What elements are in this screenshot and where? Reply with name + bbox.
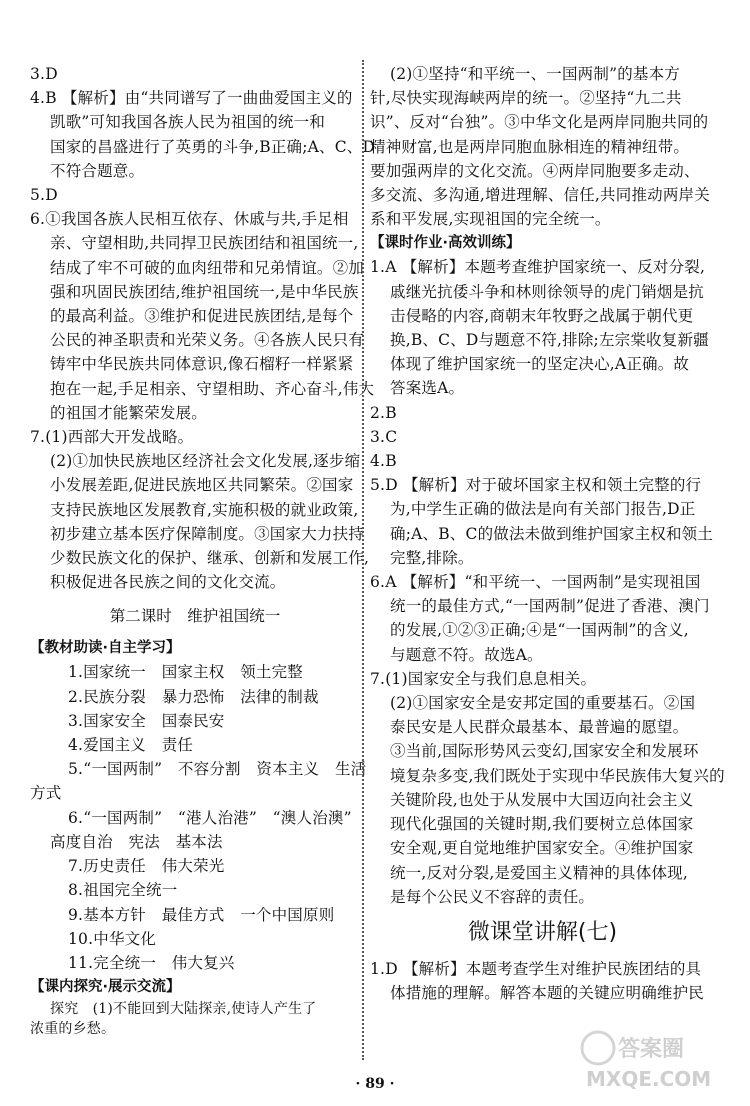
- homework-answers: [370, 255, 725, 908]
- exploration-text: [30, 999, 360, 1039]
- text-line: 10.中华文化: [68, 929, 157, 948]
- text-line: 铸牢中华民族共同体意识,像石榴籽一样紧紧: [50, 355, 354, 374]
- text-line: 探究 (1)不能回到大陆探亲,使诗人产生了: [50, 1001, 317, 1018]
- column-divider: [362, 60, 365, 1060]
- text-line: 6.A 【解析】“和平统一、一国两制”是实现祖国: [370, 573, 701, 592]
- text-line: 答案选A。: [390, 379, 465, 398]
- text-line: 体现了维护国家统一的坚定决心,A正确。故: [390, 355, 690, 374]
- watermark-line1: 答案圈: [618, 1037, 685, 1062]
- text-line: 不符合题意。: [50, 161, 145, 180]
- watermark-logo: [578, 1024, 728, 1092]
- text-line: 3.C: [370, 427, 398, 446]
- text-line: 1.D 【解析】本题考查学生对维护民族团结的具: [370, 959, 702, 978]
- text-line: 支持民族地区发展教育,实施积极的就业政策,: [50, 500, 359, 519]
- left-column: [30, 62, 376, 1039]
- text-line: ③当前,国际形势风云变幻,国家安全和发展环: [390, 742, 699, 761]
- text-line: 7.历史责任 伟大荣光: [68, 857, 225, 876]
- text-line: 统一,反对分裂,是爱国主义精神的具体体现,: [390, 863, 688, 882]
- text-line: 9.基本方针 最佳方式 一个中国原则: [68, 905, 335, 924]
- text-line: (2)①加快民族地区经济社会文化发展,逐步缩: [50, 452, 361, 471]
- text-line: 少数民族文化的保护、继承、创新和发展工作,: [50, 549, 370, 568]
- text-line: 6.①我国各族人民相互依存、休戚与共,手足相: [30, 210, 349, 229]
- text-line: 结成了牢不可破的血肉纽带和兄弟情谊。②加: [50, 258, 365, 277]
- text-line: 换,B、C、D与题意不符,排除;左宗棠收复新疆: [390, 331, 709, 350]
- text-line: 国家的昌盛进行了英勇的斗争,B正确;A、C、D: [50, 137, 376, 156]
- text-line: 1.A 【解析】本题考查维护国家统一、反对分裂,: [370, 258, 706, 277]
- text-line: 凯歌”可知我国各族人民为祖国的统一和: [50, 113, 326, 132]
- text-line: 方式: [30, 784, 62, 803]
- text-line: 积极促进各民族之间的文化交流。: [50, 573, 286, 592]
- text-line: 8.祖国完全统一: [68, 881, 178, 900]
- text-line: 是每个公民义不容辞的责任。: [390, 887, 595, 906]
- right-column: [370, 62, 725, 1005]
- text-line: 与题意不符。故选A。: [390, 645, 543, 664]
- text-line: 戚继光抗倭斗争和林则徐领导的虎门销烟是抗: [390, 282, 705, 301]
- text-line: 4.B 【解析】由“共同谱写了一曲曲爱国主义的: [30, 89, 353, 108]
- micro-lesson-title: 微课堂讲解(七): [467, 919, 618, 945]
- right-continuation-block: [370, 62, 715, 231]
- text-line: 4.爱国主义 责任: [68, 736, 194, 755]
- text-line: 5.D: [30, 186, 58, 205]
- left-answer-block: [30, 62, 376, 594]
- text-line: 3.D: [30, 65, 58, 83]
- text-line: 1.国家统一 国家主权 领土完整: [68, 663, 303, 682]
- text-line: 多交流、多沟通,增进理解、信任,共同推动两岸关: [370, 186, 710, 205]
- page-number: · 89 ·: [355, 1076, 395, 1092]
- text-line: 4.B: [370, 452, 397, 471]
- text-line: 的祖国才能繁荣发展。: [50, 403, 208, 422]
- text-line: 识”、反对“台独”。③中华文化是两岸同胞共同的: [370, 113, 709, 132]
- vocab-list: [30, 660, 367, 975]
- text-line: 完整,排除。: [390, 548, 474, 567]
- text-line: (2)①坚持“和平统一、一国两制”的基本方: [390, 65, 681, 83]
- text-line: 精神财富,也是两岸同胞血脉相连的精神纽带。: [370, 137, 690, 156]
- text-line: 境复杂多变,我们既处于实现中华民族伟大复兴的: [390, 766, 725, 785]
- text-line: 强和巩固民族团结,维护祖国统一,是中华民族: [50, 282, 359, 301]
- text-line: 7.(1)国家安全与我们息息相关。: [370, 669, 597, 688]
- text-line: 浓重的乡愁。: [30, 1021, 116, 1038]
- text-line: (2)①国家安全是安邦定国的重要基石。②国: [390, 694, 696, 713]
- text-line: 安全观,更自觉地维护国家安全。④维护国家: [390, 839, 694, 858]
- text-line: 2.民族分裂 暴力恐怖 法律的制裁: [68, 687, 319, 706]
- text-line: 系和平发展,实现祖国的完全统一。: [370, 210, 611, 229]
- text-line: 抱在一起,手足相亲、守望相助、齐心奋斗,伟大: [50, 379, 375, 398]
- text-line: 初步建立基本医疗保障制度。③国家大力扶持: [50, 524, 365, 543]
- text-line: 为,中学生正确的做法是向有关部门报告,D正: [390, 500, 696, 519]
- text-line: 2.B: [370, 403, 397, 422]
- heading-exploration: 【课内探究·展示交流】: [30, 979, 181, 996]
- text-line: 3.国家安全 国泰民安: [68, 711, 225, 730]
- watermark-line2: MXQE.COM: [586, 1067, 712, 1091]
- text-line: 6.“一国两制” “港人治港” “澳人治澳”: [68, 808, 352, 827]
- text-line: 11.完全统一 伟大复兴: [68, 953, 235, 972]
- text-line: 确;A、B、C的做法未做到维护国家主权和领土: [390, 524, 714, 543]
- text-line: 针,尽快实现海峡两岸的统一。②坚持“九二共: [370, 89, 682, 108]
- text-line: 泰民安是人民群众最基本、最普遍的愿望。: [390, 718, 689, 737]
- heading-homework: 【课时作业·高效训练】: [370, 235, 521, 252]
- text-line: 亲、守望相助,共同捍卫民族团结和祖国统一,: [50, 234, 359, 253]
- text-line: 5.D 【解析】对于破坏国家主权和领土完整的行: [370, 476, 702, 495]
- text-line: 统一的最佳方式,“一国两制”促进了香港、澳门: [390, 597, 710, 616]
- text-line: 高度自治 宪法 基本法: [50, 832, 223, 851]
- section-title: 第二课时 维护祖国统一: [109, 607, 281, 626]
- micro-lesson-text: [370, 957, 715, 1005]
- text-line: 现代化强国的关键时期,我们要树立总体国家: [390, 815, 694, 834]
- text-line: 的发展,①②③正确;④是“一国两制”的含义,: [390, 621, 689, 640]
- text-line: 5.“一国两制” 不容分割 资本主义 生活: [68, 760, 367, 779]
- text-line: 体措施的理解。解答本题的关键应明确维护民: [390, 984, 705, 1003]
- text-line: 关键阶段,也处于从发展中大国迈向社会主义: [390, 790, 694, 809]
- text-line: 小发展差距,促进民族地区共同繁荣。②国家: [50, 476, 354, 495]
- text-line: 要加强两岸的文化交流。④两岸同胞要多走动、: [370, 161, 700, 180]
- heading-reading: 【教材助读·自主学习】: [30, 640, 181, 657]
- text-line: 7.(1)西部大开发战略。: [30, 428, 194, 447]
- text-line: 公民的神圣职责和光荣义务。④各族人民只有: [50, 331, 365, 350]
- text-line: 的最高利益。③维护和促进民族团结,是每个: [50, 307, 354, 326]
- text-line: 击侵略的内容,商朝末年牧野之战属于朝代更: [390, 306, 694, 325]
